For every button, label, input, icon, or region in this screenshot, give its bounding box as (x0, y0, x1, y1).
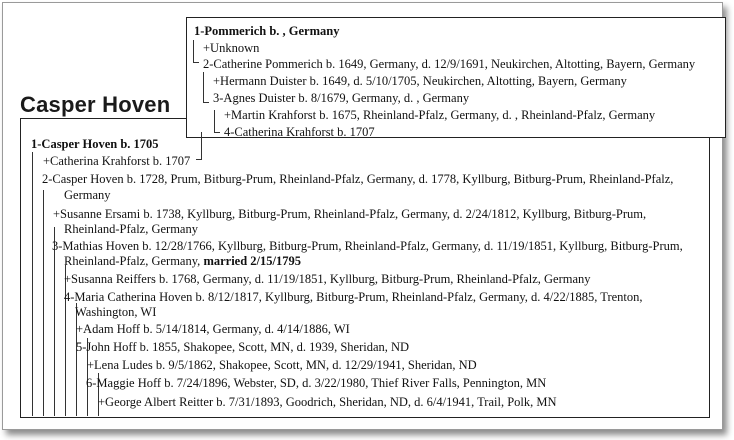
spouse-line: +George Albert Reitter b. 7/31/1893, Goodrich, Sheridan, ND, d. 6/4/1941, Trail, Polk, MN (98, 395, 557, 409)
popup-line: +Martin Krahforst b. 1675, Rheinland-Pfalz, Germany, d. , Rheinland-Pfalz, Germany (224, 108, 656, 122)
marriage-date: married 2/15/1795 (203, 254, 301, 268)
person-line: 4-Maria Catherina Hoven b. 8/12/1817, Kyllburg, Bitburg-Prum, Rheinland-Pfalz, Germany, d. 4/22/1885, Trenton, (64, 290, 643, 304)
main-tree-line (43, 190, 44, 416)
popup-line: 2-Catherine Pommerich b. 1649, Germany, d. 12/9/1691, Neukirchen, Altotting, Bayern, Germany (203, 57, 696, 71)
popup-tree-line (193, 40, 194, 62)
popup-line: 4-Catherina Krahforst b. 1707 (224, 125, 375, 139)
page-title: Casper Hoven (20, 92, 171, 117)
main-tree-line (76, 303, 77, 416)
popup-connector-line (201, 132, 202, 159)
person-line-continuation (64, 254, 301, 268)
main-tree-line (32, 152, 33, 416)
person-line: 5-John Hoff b. 1855, Shakopee, Scott, MN, d. 1939, Sheridan, ND (76, 340, 410, 354)
person-line: 2-Casper Hoven b. 1728, Prum, Bitburg-Prum, Rheinland-Pfalz, Germany, d. 1778, Kyllburg, Bitburg-Prum, Rheinland-Pfalz, (42, 172, 674, 186)
popup-tree-line (214, 132, 220, 133)
popup-line: 3-Agnes Duister b. 8/1679, Germany, d. , Germany (213, 91, 470, 105)
popup-tree-line (214, 110, 215, 132)
person-line-continuation: Germany (64, 188, 111, 202)
spouse-line-continuation: Rheinland-Pfalz, Germany (64, 222, 198, 236)
person-line-continuation: Washington, WI (75, 305, 157, 319)
popup-line: 1-Pommerich b. , Germany (194, 24, 340, 38)
person-place-text: Rheinland-Pfalz, Germany, (64, 254, 201, 268)
main-tree-line (54, 227, 55, 416)
popup-tree-line (203, 102, 209, 103)
spouse-line: +Lena Ludes b. 9/5/1862, Shakopee, Scott, MN, d. 12/29/1941, Sheridan, ND (87, 358, 477, 372)
person-line: 6-Maggie Hoff b. 7/24/1896, Webster, SD, d. 3/22/1980, Thief River Falls, Pennington, MN (86, 376, 547, 390)
spouse-line: +Susanne Ersami b. 1738, Kyllburg, Bitburg-Prum, Rheinland-Pfalz, Germany, d. 2/24/1812, Kyllburg, Bitburg-Prum, (53, 207, 647, 221)
popup-tree-line (203, 72, 204, 102)
main-tree-line (65, 265, 66, 416)
person-line: 3-Mathias Hoven b. 12/28/1766, Kyllburg, Bitburg-Prum, Rheinland-Pfalz, Germany, d. 11/19/1851, Kyllburg, Bitburg-Prum, (52, 239, 683, 253)
person-line: 1-Casper Hoven b. 1705 (31, 137, 159, 151)
spouse-line: +Adam Hoff b. 5/14/1814, Germany, d. 4/14/1886, WI (76, 322, 350, 336)
popup-line: +Hermann Duister b. 1649, d. 5/10/1705, Neukirchen, Altotting, Bayern, Germany (213, 74, 627, 88)
spouse-line: +Susanna Reiffers b. 1768, Germany, d. 11/19/1851, Kyllburg, Bitburg-Prum, Rheinland-Pfalz, Germany (64, 272, 591, 286)
spouse-line: +Catherina Krahforst b. 1707 (43, 154, 191, 168)
popup-tree-line (193, 62, 199, 63)
popup-line: +Unknown (203, 41, 260, 55)
popup-connector-line (196, 159, 202, 160)
